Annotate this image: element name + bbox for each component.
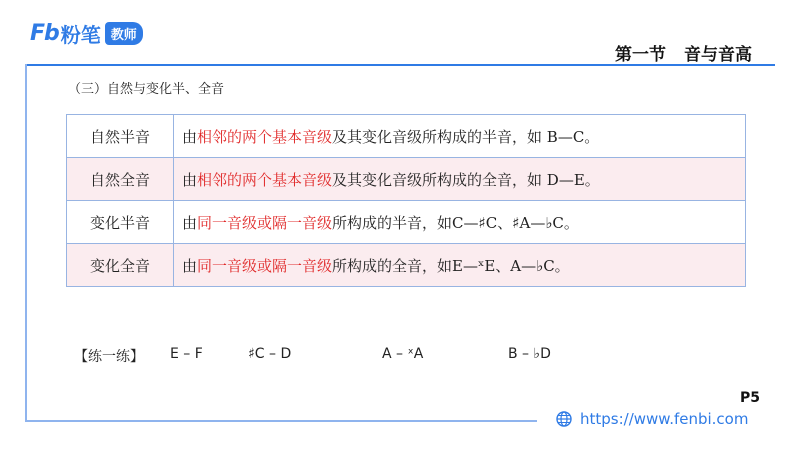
practice-label: 【练一练】 bbox=[74, 349, 144, 365]
desc-pre: 由 bbox=[182, 256, 198, 275]
section-number: 第一节 bbox=[615, 45, 666, 65]
brand-tag: 教师 bbox=[105, 22, 143, 45]
page-number: P5 bbox=[739, 390, 760, 406]
row-description bbox=[174, 201, 746, 244]
section-title bbox=[615, 40, 752, 65]
desc-pre: 由 bbox=[182, 127, 198, 146]
row-description bbox=[174, 115, 746, 158]
desc-post: 所构成的全音，如E—ˣE、A—♭C。 bbox=[332, 256, 570, 275]
desc-highlight: 相邻的两个基本音级 bbox=[197, 170, 333, 189]
subtitle: （三）自然与变化半、全音 bbox=[68, 82, 225, 97]
desc-post: 及其变化音级所构成的全音，如 D—E。 bbox=[332, 170, 600, 189]
row-term: 变化半音 bbox=[67, 201, 174, 244]
brand-mark: Fb bbox=[30, 20, 59, 46]
section-name: 音与音高 bbox=[684, 45, 752, 65]
desc-pre: 由 bbox=[182, 213, 198, 232]
row-term: 变化全音 bbox=[67, 244, 174, 287]
row-description bbox=[174, 158, 746, 201]
table-row bbox=[67, 244, 746, 287]
footer-url-text[interactable]: https://www.fenbi.com bbox=[580, 410, 749, 428]
desc-post: 所构成的半音，如C—♯C、♯A—♭C。 bbox=[332, 213, 579, 232]
practice-item: ♯C – D bbox=[248, 346, 292, 362]
desc-highlight: 同一音级或隔一音级 bbox=[197, 256, 333, 275]
globe-icon bbox=[556, 411, 572, 427]
practice-item: A – ˣA bbox=[382, 346, 424, 362]
brand-logo bbox=[30, 20, 143, 46]
table-row bbox=[67, 115, 746, 158]
frame-bottom-border bbox=[25, 420, 537, 422]
desc-highlight: 同一音级或隔一音级 bbox=[197, 213, 333, 232]
frame-left-border bbox=[25, 64, 27, 421]
interval-table bbox=[66, 114, 746, 287]
practice-item: E – F bbox=[170, 346, 203, 362]
row-term: 自然半音 bbox=[67, 115, 174, 158]
table-row bbox=[67, 201, 746, 244]
row-description bbox=[174, 244, 746, 287]
desc-highlight: 相邻的两个基本音级 bbox=[197, 127, 333, 146]
brand-name: 粉笔 bbox=[60, 22, 101, 47]
desc-post: 及其变化音级所构成的半音，如 B—C。 bbox=[332, 127, 600, 146]
row-term: 自然全音 bbox=[67, 158, 174, 201]
footer-link[interactable] bbox=[556, 410, 748, 428]
desc-pre: 由 bbox=[182, 170, 198, 189]
table-row bbox=[67, 158, 746, 201]
practice-item: B – ♭D bbox=[508, 346, 551, 362]
